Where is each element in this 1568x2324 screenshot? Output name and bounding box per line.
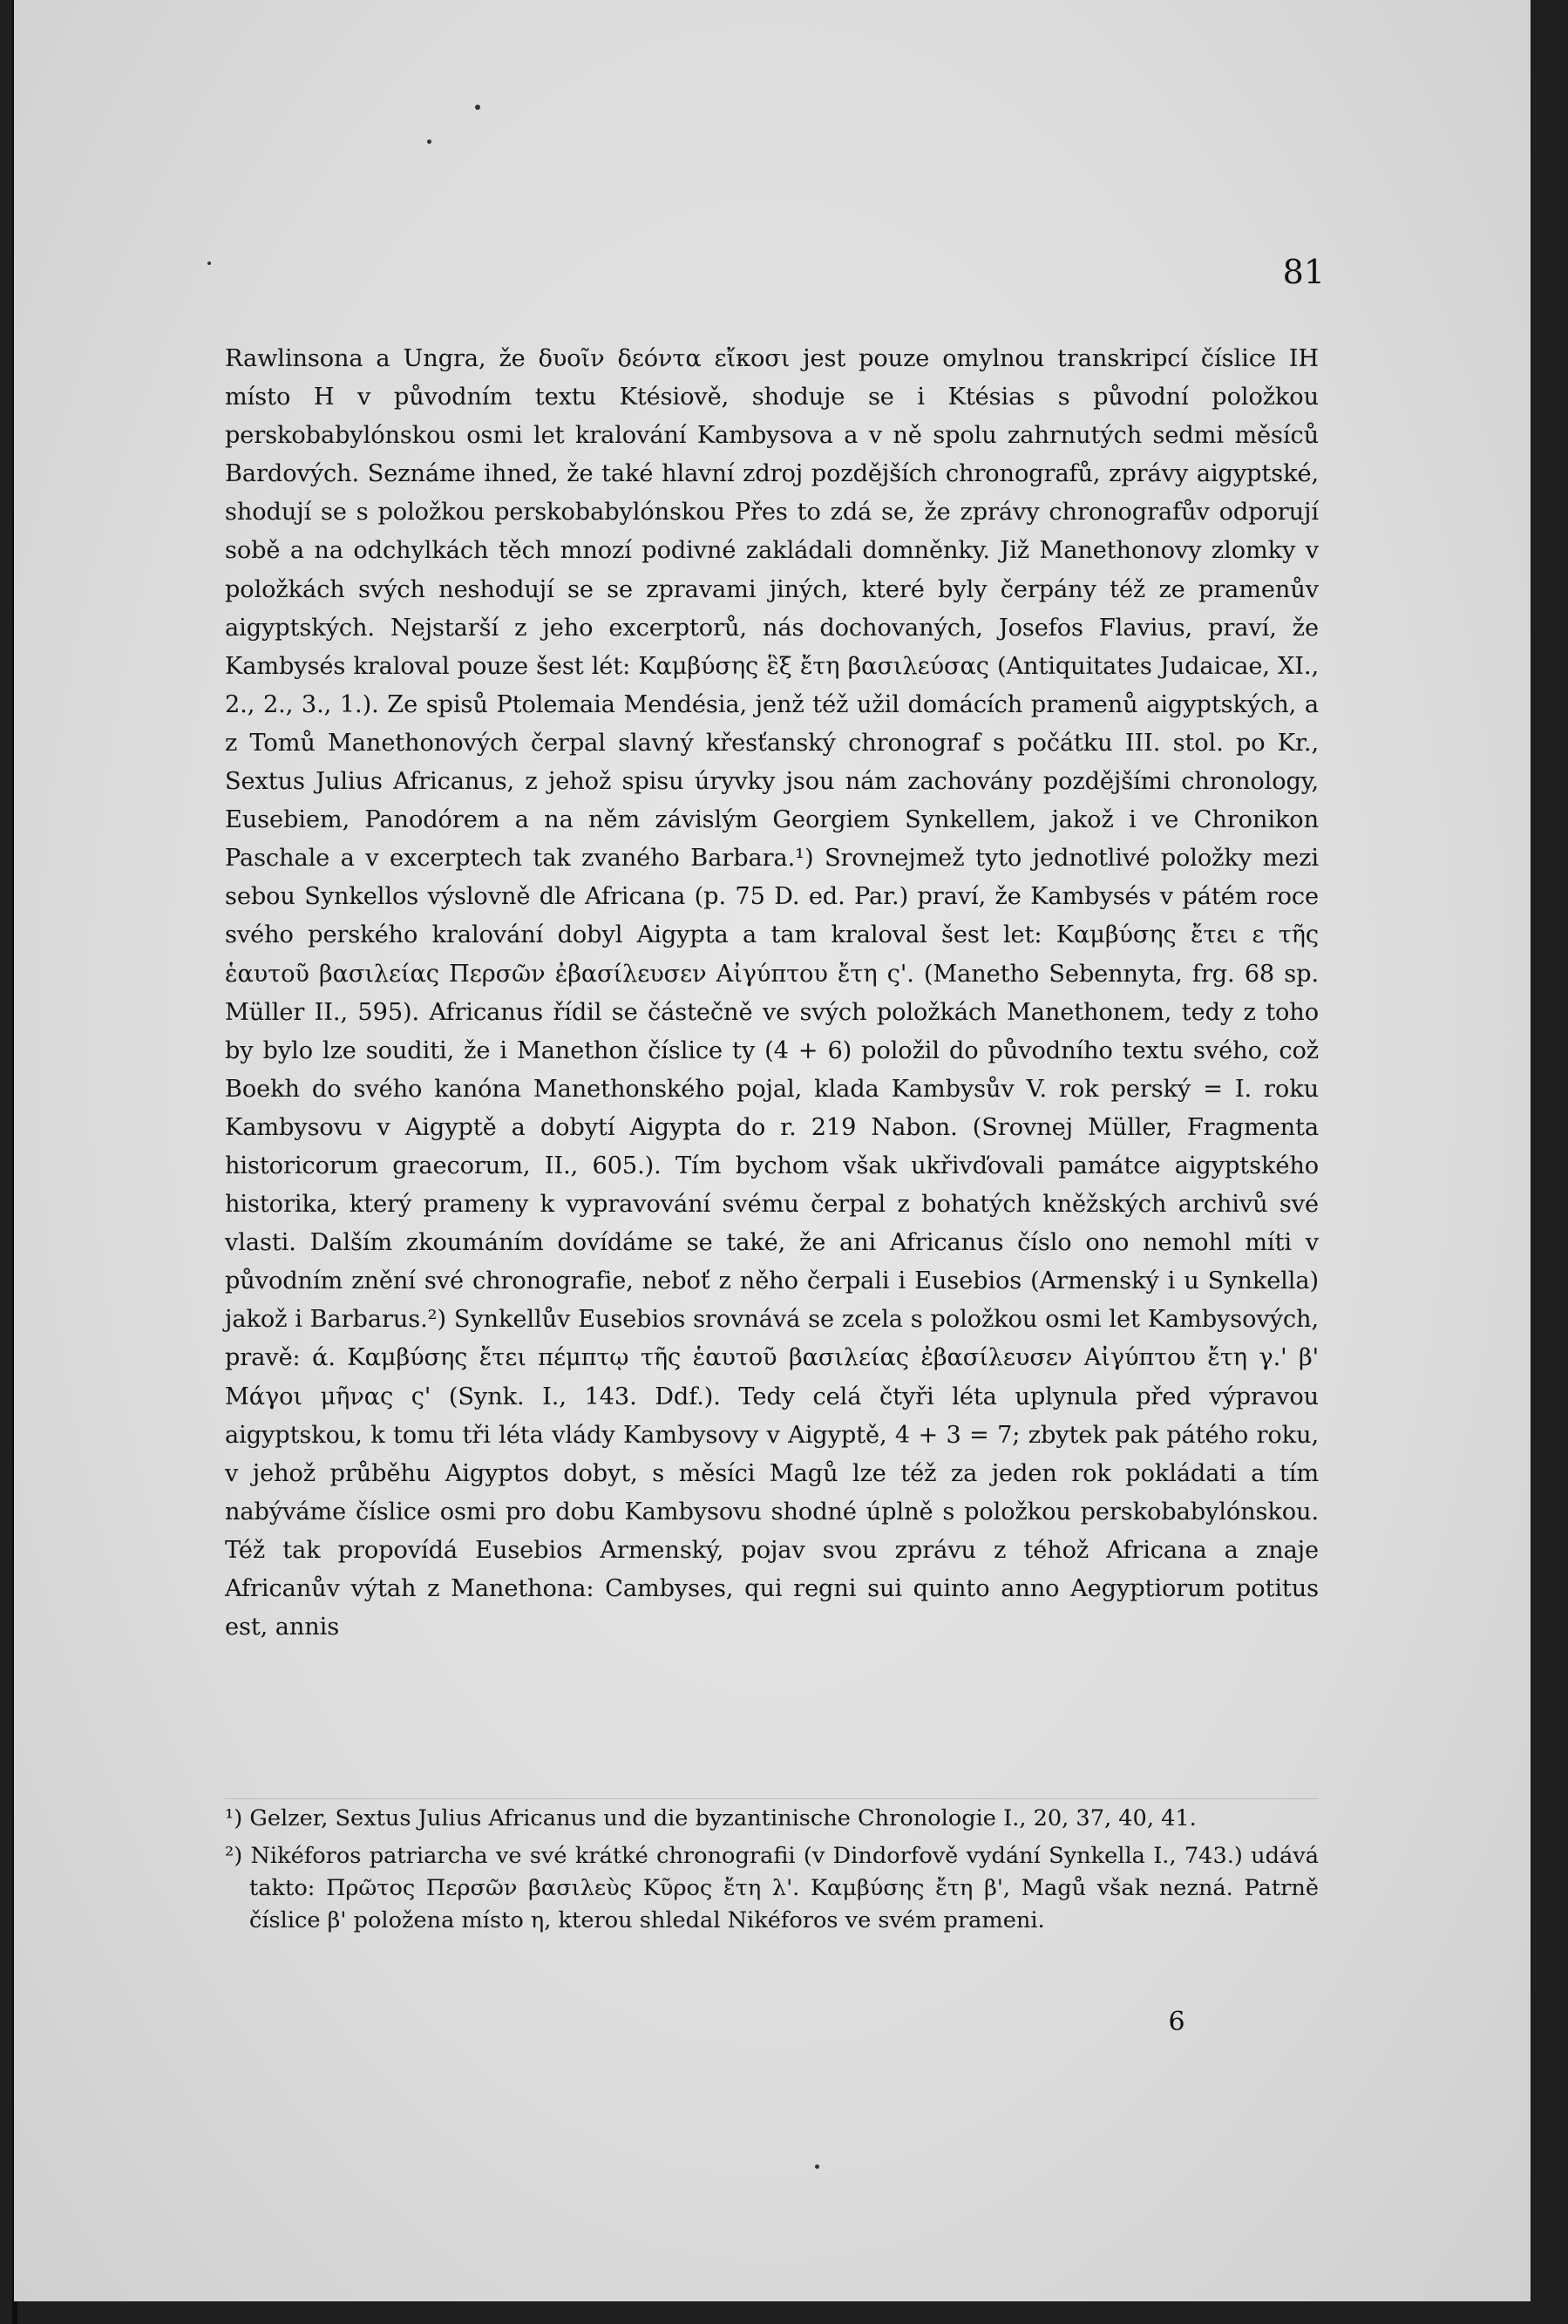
page-number: 81 (1282, 253, 1325, 291)
body-text (225, 340, 1319, 1647)
footnote-2: ²) Nikéforos patriarcha ve své krátké chronografii (v Dindorfově vydání Synkella I., 743.) udává takto: Πρῶτος Περσῶν βασιλεὺς Κῦρος ἔτη λ'. Καμβύσης ἔτη β', Magů však nezná. Patrně číslice β' položena místo η, kterou shledal Nikéforos ve svém prameni. (225, 1843, 1319, 1933)
ink-speck (207, 262, 211, 265)
footnotes (225, 1803, 1319, 1937)
ink-speck (475, 105, 480, 110)
ink-speck (815, 2164, 819, 2169)
body-paragraph: Rawlinsona a Ungra, že δυοῖν δεόντα εἴκοσι jest pouze omylnou transkripcí číslice IH místo H v původním textu Ktésiově, shoduje se i Ktésias s původní položkou perskobabylónskou osmi let kralování Kambysova a v ně spolu zahrnutých sedmi měsíců Bardových. Seznáme ihned, že také hlavní zdroj pozdějších chronografů, zprávy aigyptské, shodují se s položkou perskobabylónskou Přes to zdá se, že zprávy chronografův odporují sobě a na odchylkách těch mnozí podivné zakládali domněnky. Již Manethonovy zlomky v položkách svých neshodují se se zpravami jiných, které byly čerpány též ze pramenův aigyptských. Nejstarší z jeho excerptorů, nás dochovaných, Josefos Flavius, praví, že Kambysés kraloval pouze šest lét: Καμβύσης ἓξ ἔτη βασιλεύσας (Antiquitates Judaicae, XI., 2., 2., 3., 1.). Ze spisů Ptolemaia Mendésia, jenž též užil domácích pramenů aigyptských, a z Tomů Manethonových čerpal slavný křesťanský chronograf s počátku III. stol. po Kr., Sextus Julius Africanus, z jehož spisu úryvky jsou nám zachovány pozdějšími chronology, Eusebiem, Panodórem a na něm závislým Georgiem Synkellem, jakož i ve Chronikon Paschale a v excerptech tak zvaného Barbara.¹) Srovnejmež tyto jednotlivé položky mezi sebou Synkellos výslovně dle Africana (p. 75 D. ed. Par.) praví, že Kambysés v pátém roce svého perského kralování dobyl Aigypta a tam kraloval šest let: Καμβύσης ἔτει ε τῆς ἑαυτοῦ βασιλείας Περσῶν ἐβασίλευσεν Αἰγύπτου ἔτη ς'. (Manetho Sebennyta, frg. 68 sp. Müller II., 595). Africanus řídil se částečně ve svých položkách Manethonem, tedy z toho by bylo lze souditi, že i Manethon číslice ty (4 + 6) položil do původního textu svého, což Boekh do svého kanóna Manethonského pojal, klada Kambysův V. rok perský = I. roku Kambysovu v Aigyptě a dobytí Aigypta do r. 219 Nabon. (Srovnej Müller, Fragmenta historicorum graecorum, II., 605.). Tím bychom však ukřivďovali památce aigyptského historika, který prameny k vypravování svému čerpal z bohatých kněžských archivů své vlasti. Dalším zkoumáním dovídáme se také, že ani Africanus číslo ono nemohl míti v původním znění své chronografie, neboť z něho čerpali i Eusebios (Armenský i u Synkella) jakož i Barbarus.²) Synkellův Eusebios srovnává se zcela s položkou osmi let Kambysových, pravě: ά. Καμβύσης ἔτει πέμπτῳ τῆς ἑαυτοῦ βασιλείας ἐβασίλευσεν Αἰγύπτου ἔτη γ.' β' Μάγοι μῆνας ς' (Synk. I., 143. Ddf.). Tedy celá čtyři léta uplynula před výpravou aigyptskou, k tomu tři léta vlády Kambysovy v Aigyptě, 4 + 3 = 7; zbytek pak pátého roku, v jehož průběhu Aigyptos dobyt, s měsíci Magů lze též za jeden rok pokládati a tím nabýváme číslice osmi pro dobu Kambysovu shodné úplně s položkou perskobabylónskou. Též tak propovídá Eusebios Armenský, pojav svou zprávu z téhož Africana a znaje Africanův výtah z Manethona: Cambyses, qui regni sui quinto anno Aegyptiorum potitus est, annis (225, 345, 1319, 1641)
footnote-rule (225, 1798, 1319, 1799)
ink-speck (427, 139, 431, 144)
signature-mark: 6 (1168, 2007, 1185, 2037)
footnote-1: ¹) Gelzer, Sextus Julius Africanus und die byzantinische Chronologie I., 20, 37, 40, 41. (225, 1805, 1197, 1831)
